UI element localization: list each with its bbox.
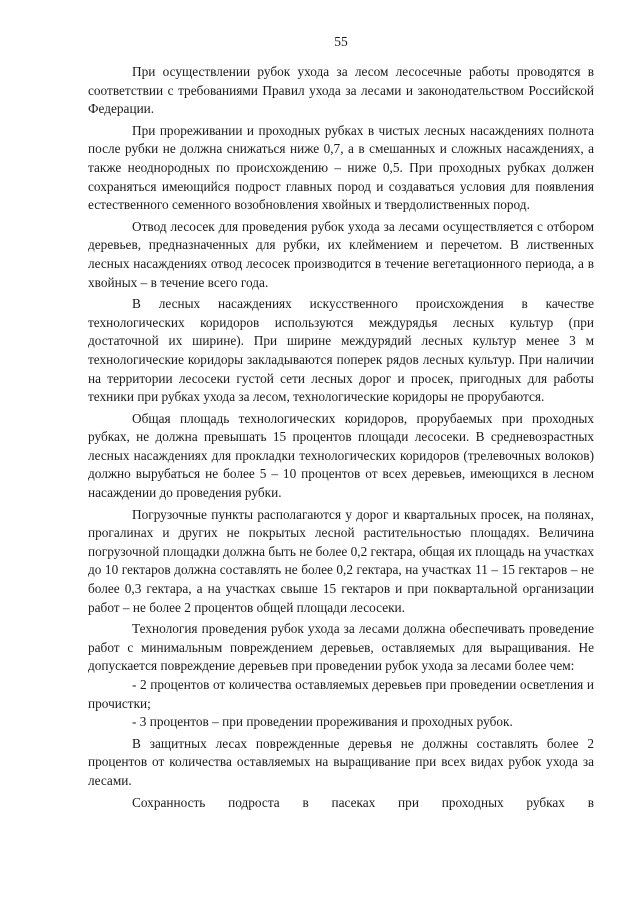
- paragraph-5: Общая площадь технологических коридоров, прорубаемых при проходных рубках, не должна превышать 15 процентов площади лесосеки. В средневозрастных лесных насаждениях для прокладки технологических коридоров (трелевочных волоков) должно вырубаться не более 5 – 10 процентов от всех деревьев, имеющихся в лесном насаждении до проведения рубки.: [88, 410, 594, 501]
- paragraph-7: Технология проведения рубок ухода за лесами должна обеспечивать проведение работ с минимальным повреждением деревьев, оставляемых для выращивания. Не допускается повреждение деревьев при проведении рубок ухода за лесами более чем:: [88, 621, 594, 674]
- list-item-1: - 2 процентов от количества оставляемых деревьев при проведении осветления и прочистки;: [88, 677, 594, 711]
- paragraph-1: При осуществлении рубок ухода за лесом лесосечные работы проводятся в соответствии с требованиями Правил ухода за лесами и законодательством Российской Федерации.: [88, 64, 594, 117]
- paragraph-8: В защитных лесах поврежденные деревья не должны составлять более 2 процентов от количества оставляемых на выращивание при всех видах рубок ухода за лесами.: [88, 735, 594, 788]
- paragraph-3: Отвод лесосек для проведения рубок ухода за лесами осуществляется с отбором деревьев, предназначенных для рубки, их клеймением и перечетом. В лиственных лесных насаждениях отвод лесосек производится в течение вегетационного периода, а в хвойных – в течение всего года.: [88, 218, 594, 290]
- paragraph-4: В лесных насаждениях искусственного происхождения в качестве технологических коридоров используются междурядья лесных культур (при достаточной их ширине). При ширине междурядий лесных культур менее 3 м технологические коридоры закладываются поперек рядов лесных культур. При наличии на территории лесосеки густой сети лесных дорог и просек, пригодных для работы техники при рубках ухода за лесом, технологические коридоры не прорубаются.: [88, 296, 594, 405]
- list-item-2: - 3 процентов – при проведении прореживания и проходных рубок.: [132, 714, 513, 730]
- paragraph-9-partial: Сохранность подроста в пасеках при проходных рубках в: [132, 794, 594, 810]
- paragraph-6: Погрузочные пункты располагаются у дорог и квартальных просек, на полянах, прогалинах и других не покрытых лесной растительностью площадях. Величина погрузочной площадки должна быть не более 0,2 гектара, общая их площадь на участках до 10 гектаров должна составлять не более 0,2 гектара, на участках 11 – 15 гектаров – не более 0,3 гектара, а на участках свыше 15 гектаров и при поквартальной организации работ – не более 2 процентов общей площади лесосеки.: [88, 506, 594, 615]
- page-number: 55: [334, 34, 348, 49]
- paragraph-2: При прореживании и проходных рубках в чистых лесных насаждениях полнота после рубки не должна снижаться ниже 0,7, а в смешанных и сложных насаждениях, а также неоднородных по происхождению – ниже 0,5. При проходных рубках должен сохраняться имеющийся подрост главных пород и создаваться условия для появления естественного семенного возобновления хвойных и твердолиственных пород.: [88, 122, 594, 213]
